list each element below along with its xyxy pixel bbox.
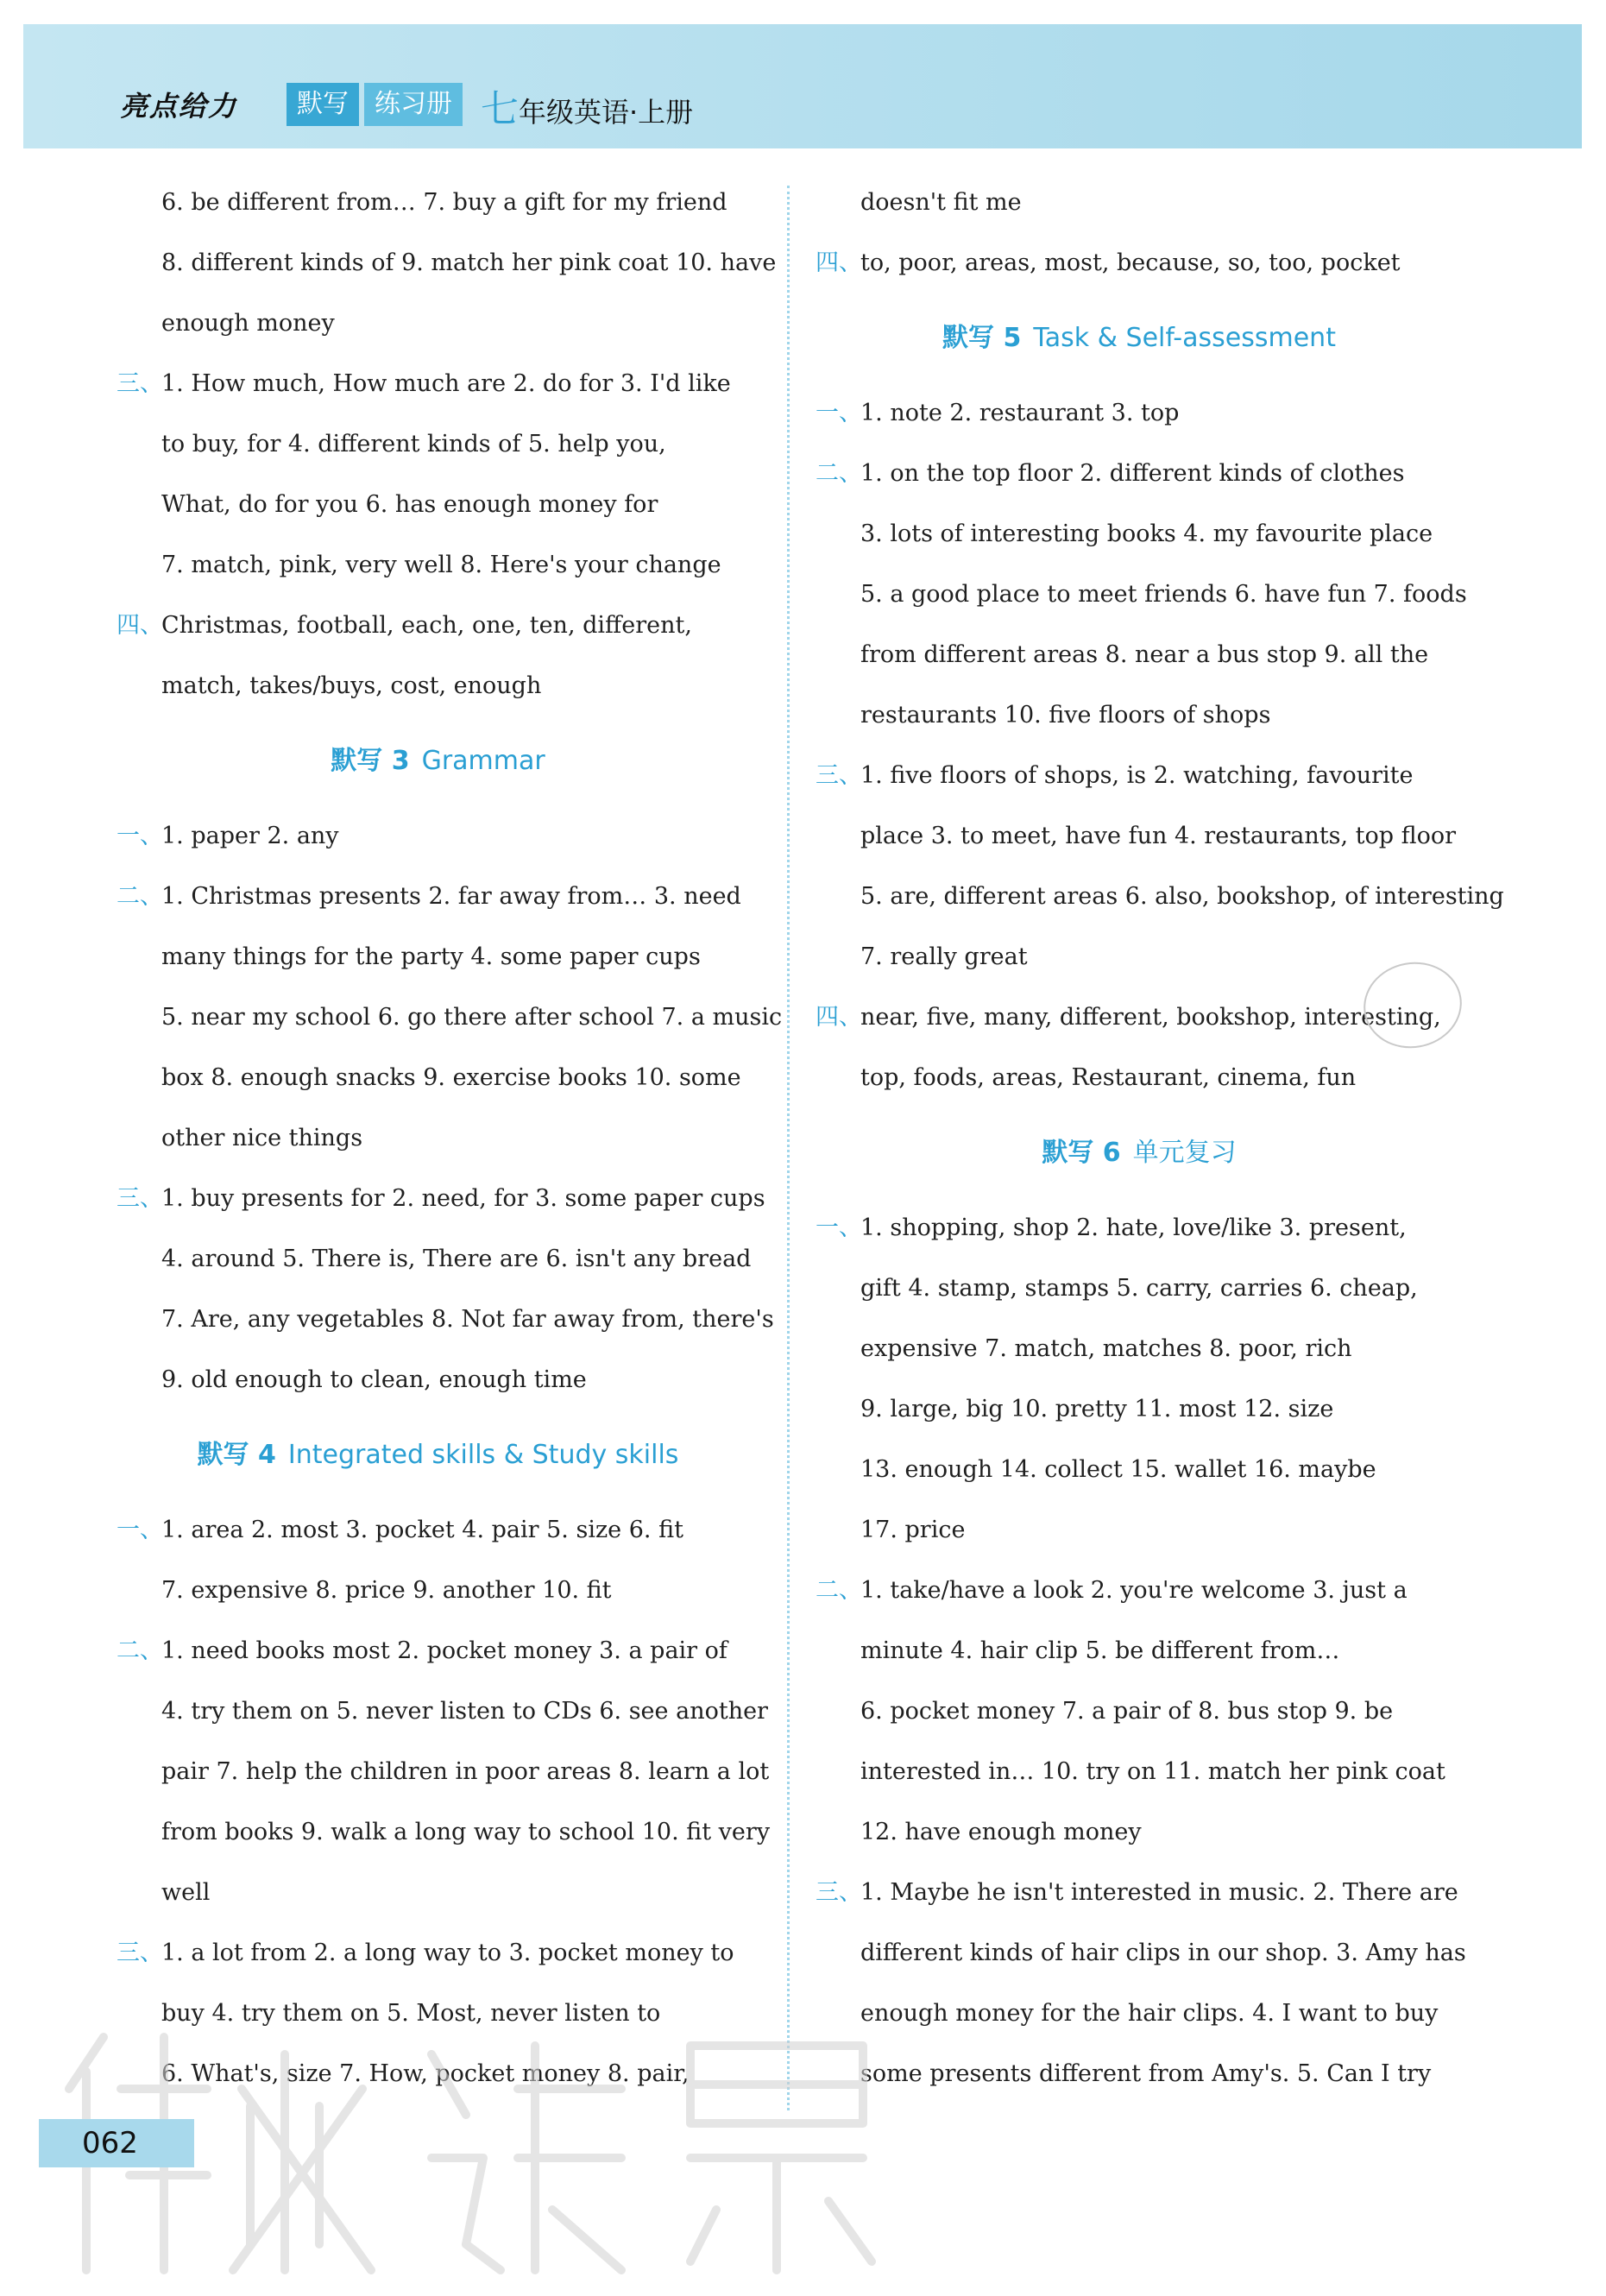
question-number-mark: 二、 [117, 1637, 163, 1664]
question-number-mark: 四、 [816, 249, 862, 276]
answer-text: 9. old enough to clean, enough time [161, 1366, 587, 1393]
question-number-mark: 三、 [117, 1940, 163, 1966]
answer-text: 3. lots of interesting books 4. my favourite place [860, 520, 1433, 547]
answer-text: 9. large, big 10. pretty 11. most 12. size [860, 1396, 1334, 1422]
section-heading [117, 716, 759, 806]
answer-text: Christmas, football, each, one, ten, different, [161, 612, 692, 639]
answer-line [117, 987, 783, 1048]
answer-line [117, 1742, 770, 1802]
answer-text: from books 9. walk a long way to school 10. fit very [161, 1819, 771, 1845]
answer-text: enough money for the hair clips. 4. I want to buy [860, 2000, 1439, 2027]
answer-line [816, 1863, 1463, 1923]
answer-text: doesn't fit me [860, 189, 1022, 216]
answer-line [117, 414, 759, 475]
answer-line [816, 2044, 1463, 2104]
answer-text: 1. area 2. most 3. pocket 4. pair 5. size 6. fit [161, 1517, 683, 1543]
answer-line [117, 1500, 759, 1561]
answer-text: 17. price [860, 1517, 966, 1543]
answer-line [117, 1923, 759, 1984]
answer-text: 1. Maybe he isn't interested in music. 2. There are [860, 1879, 1458, 1906]
answer-line [816, 1379, 1463, 1440]
answer-text: to, poor, areas, most, because, so, too, pocket [860, 249, 1401, 276]
answer-line [816, 1561, 1463, 1621]
answer-line [816, 746, 1463, 806]
answer-line [816, 1500, 1463, 1561]
question-number-mark: 二、 [816, 460, 862, 487]
question-number-mark: 二、 [117, 883, 163, 910]
answer-line [816, 1258, 1463, 1319]
section-title: Integrated skills & Study skills [287, 1440, 679, 1470]
answer-line [816, 1319, 1463, 1379]
answer-text: 1. note 2. restaurant 3. top [860, 400, 1180, 426]
answer-line [117, 1984, 759, 2044]
answer-line [816, 1440, 1463, 1500]
section-heading [816, 293, 1463, 383]
answer-line [816, 685, 1463, 746]
answer-line [117, 1108, 759, 1169]
section-heading [816, 1108, 1463, 1198]
answer-line [816, 504, 1463, 565]
answer-line [816, 806, 1463, 867]
answer-text: match, takes/buys, cost, enough [161, 672, 542, 699]
answer-text: 1. paper 2. any [161, 823, 339, 849]
section-title: Task & Self-assessment [1033, 323, 1336, 353]
answer-text: place 3. to meet, have fun 4. restaurants, top floor [860, 823, 1457, 849]
answer-text: 1. five floors of shops, is 2. watching, favourite [860, 762, 1414, 789]
answer-text: 1. How much, How much are 2. do for 3. I'd like [161, 370, 731, 397]
answer-line [117, 475, 759, 535]
grade-text: 年级英语·上册 [519, 96, 694, 129]
answer-line [117, 1802, 771, 1863]
answer-text: 7. Are, any vegetables 8. Not far away from, there's [161, 1306, 774, 1333]
answer-text: 12. have enough money [860, 1819, 1142, 1845]
question-number-mark: 三、 [117, 370, 163, 397]
question-number-mark: 一、 [816, 400, 862, 426]
answer-line [117, 1048, 759, 1108]
answer-line [816, 1802, 1463, 1863]
answer-text: 1. need books most 2. pocket money 3. a pair of [161, 1637, 727, 1664]
answer-text: 1. take/have a look 2. you're welcome 3. just a [860, 1577, 1408, 1604]
answer-line [816, 1621, 1463, 1681]
answer-line [117, 1169, 765, 1229]
answer-text: 8. different kinds of 9. match her pink coat 10. have [161, 249, 777, 276]
answer-text: 7. match, pink, very well 8. Here's your change [161, 552, 721, 578]
answer-text: 6. pocket money 7. a pair of 8. bus stop 9. be [860, 1698, 1394, 1725]
section-label: 默写 3 [331, 746, 410, 776]
section-label: 默写 6 [1042, 1138, 1121, 1168]
answer-text: many things for the party 4. some paper cups [161, 943, 701, 970]
answer-line [816, 1923, 1466, 1984]
question-number-mark: 三、 [816, 1879, 862, 1906]
answer-line [816, 1984, 1463, 2044]
answer-text: 1. Christmas presents 2. far away from… 3. need [161, 883, 741, 910]
answer-line [117, 1229, 759, 1290]
answer-text: some presents different from Amy's. 5. Can I try [860, 2060, 1432, 2087]
answer-line [816, 444, 1463, 504]
answer-text: box 8. enough snacks 9. exercise books 10. some [161, 1064, 741, 1091]
tag-workbook: 练习册 [364, 83, 463, 126]
answer-line [816, 1198, 1463, 1258]
tag-dictation: 默写 [287, 83, 359, 126]
answer-text: 5. a good place to meet friends 6. have fun 7. foods [860, 581, 1467, 608]
brand-title: 亮点给力 [120, 90, 238, 123]
section-title: 单元复习 [1132, 1138, 1237, 1168]
answer-line [117, 293, 759, 354]
answer-text: enough money [161, 310, 335, 337]
answer-line [816, 565, 1467, 625]
answer-text: restaurants 10. five floors of shops [860, 702, 1271, 729]
answer-text: 5. near my school 6. go there after school 7. a music [161, 1004, 783, 1031]
column-divider [787, 186, 790, 2110]
answer-text: well [161, 1879, 211, 1906]
question-number-mark: 二、 [816, 1577, 862, 1604]
question-number-mark: 三、 [117, 1185, 163, 1212]
answer-text: 1. shopping, shop 2. hate, love/like 3. present, [860, 1214, 1407, 1241]
right-column [816, 173, 1504, 2104]
answer-line [117, 173, 759, 233]
answer-line [816, 867, 1504, 927]
question-number-mark: 一、 [816, 1214, 862, 1241]
answer-text: 7. really great [860, 943, 1028, 970]
answer-text: to buy, for 4. different kinds of 5. help you, [161, 431, 666, 457]
answer-line [816, 625, 1463, 685]
answer-text: buy 4. try them on 5. Most, never listen to [161, 2000, 661, 2027]
answer-text: 6. be different from… 7. buy a gift for my friend [161, 189, 727, 216]
answer-line [117, 596, 759, 656]
question-number-mark: 四、 [117, 612, 163, 639]
answer-text: 6. What's, size 7. How, pocket money 8. pair, [161, 2060, 690, 2087]
answer-text: gift 4. stamp, stamps 5. carry, carries 6. cheap, [860, 1275, 1418, 1302]
answer-text: interested in… 10. try on 11. match her pink coat [860, 1758, 1445, 1785]
answer-line [117, 233, 777, 293]
answer-text: other nice things [161, 1125, 363, 1151]
answer-line [117, 354, 759, 414]
grade-label [481, 78, 693, 133]
section-title: Grammar [421, 746, 545, 776]
answer-line [117, 1561, 759, 1621]
answer-line [816, 383, 1463, 444]
section-label: 默写 5 [942, 323, 1022, 353]
answer-text: expensive 7. match, matches 8. poor, rich [860, 1335, 1352, 1362]
answer-text: from different areas 8. near a bus stop 9. all the [860, 641, 1429, 668]
left-column [117, 173, 783, 2104]
answer-line [117, 656, 759, 716]
answer-line [117, 806, 759, 867]
answer-text: different kinds of hair clips in our shop. 3. Amy has [860, 1940, 1466, 1966]
answer-line [117, 1681, 768, 1742]
answer-text: 1. on the top floor 2. different kinds of clothes [860, 460, 1405, 487]
answer-line [117, 867, 759, 927]
answer-line [117, 535, 759, 596]
answer-line [117, 2044, 759, 2104]
answer-text: near, five, many, different, bookshop, interesting, [860, 1004, 1441, 1031]
answer-line [117, 1290, 774, 1350]
answer-text: 7. expensive 8. price 9. another 10. fit [161, 1577, 612, 1604]
answer-text: 1. buy presents for 2. need, for 3. some paper cups [161, 1185, 765, 1212]
question-number-mark: 一、 [117, 823, 163, 849]
answer-line [117, 1863, 759, 1923]
answer-line [816, 927, 1463, 987]
answer-line [816, 173, 1463, 233]
answer-line [117, 927, 759, 987]
section-heading [117, 1410, 759, 1500]
answer-text: minute 4. hair clip 5. be different from… [860, 1637, 1340, 1664]
answer-text: 1. a lot from 2. a long way to 3. pocket money to [161, 1940, 734, 1966]
answer-line [117, 1350, 759, 1410]
answer-line [117, 1621, 759, 1681]
answer-line [816, 1742, 1463, 1802]
answer-line [816, 1681, 1463, 1742]
answer-text: 4. around 5. There is, There are 6. isn't any bread [161, 1246, 752, 1272]
answer-line [816, 233, 1463, 293]
answer-text: 4. try them on 5. never listen to CDs 6. see another [161, 1698, 768, 1725]
page-header [23, 24, 1582, 148]
answer-line [816, 1048, 1463, 1108]
answer-text: 5. are, different areas 6. also, bookshop, of interesting [860, 883, 1504, 910]
section-label: 默写 4 [197, 1440, 276, 1470]
answer-text: top, foods, areas, Restaurant, cinema, fun [860, 1064, 1357, 1091]
question-number-mark: 一、 [117, 1517, 163, 1543]
answer-text: What, do for you 6. has enough money for [161, 491, 658, 518]
question-number-mark: 三、 [816, 762, 862, 789]
page-number: 062 [39, 2119, 194, 2167]
answer-text: 13. enough 14. collect 15. wallet 16. maybe [860, 1456, 1376, 1483]
answer-text: pair 7. help the children in poor areas 8. learn a lot [161, 1758, 770, 1785]
grade-number: 七 [481, 87, 519, 131]
question-number-mark: 四、 [816, 1004, 862, 1031]
